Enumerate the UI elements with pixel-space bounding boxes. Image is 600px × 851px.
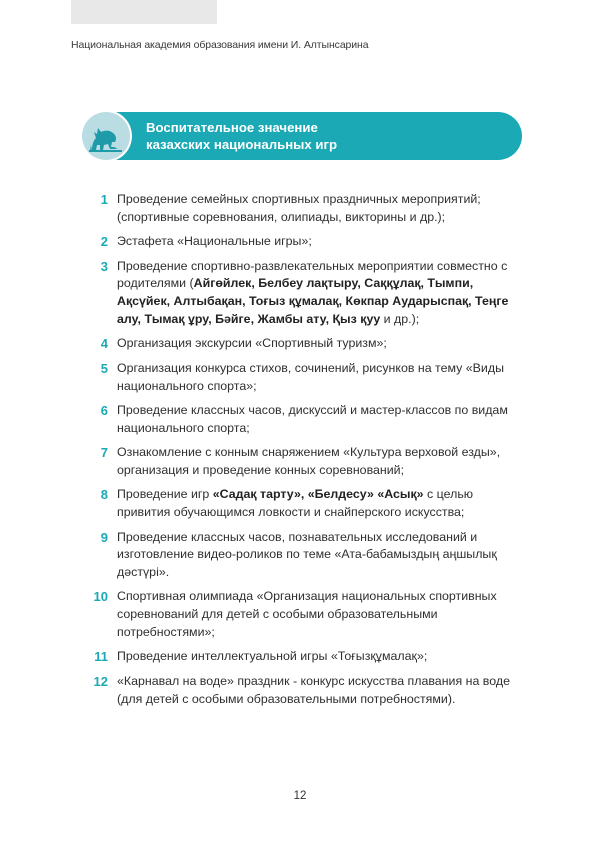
top-gray-block (71, 0, 217, 24)
list-item-text (117, 361, 504, 393)
list-item-number: 7 (100, 445, 108, 461)
list-item (88, 588, 528, 641)
list-item-text-segment: «Карнавал на воде» праздник - конкурс искусства плавания на воде (для детей с особыми образовательными потребностями). (117, 673, 510, 706)
list-item-number: 8 (100, 487, 108, 503)
list-item-text (117, 674, 510, 706)
list-item-number: 10 (93, 589, 108, 605)
section-title-line-2: казахских национальных игр (146, 137, 338, 152)
list-item-text (117, 403, 508, 435)
list-item-bold-text: Айгөйлек, Белбеу лақтыру, Саққұлақ, Тымпи, Ақсүйек, Алтыбақан, Тоғыз құмалақ, Көкпар Аударыспақ, Теңге алу, Тымақ ұру, Бәйге, Жамбы ату, Қыз қуу (117, 276, 509, 326)
list-item-text (117, 259, 508, 326)
list-item (88, 444, 528, 480)
list-item (88, 360, 528, 396)
list-item-number: 6 (100, 402, 108, 418)
list-item-text-segment: Проведение классных часов, дискуссий и мастер-классов по видам национального спорта; (117, 402, 508, 435)
list-item-number: 9 (100, 529, 108, 545)
list-item (88, 486, 528, 522)
list-item (88, 191, 528, 227)
list-item-number: 1 (100, 192, 108, 207)
section-title-line-1: Воспитательное значение (146, 120, 318, 135)
list-item (88, 673, 528, 709)
list-item-text-segment: Эстафета «Национальные игры»; (117, 234, 312, 249)
list-item (88, 258, 528, 329)
list-item-number: 12 (93, 673, 108, 689)
list-item (88, 233, 528, 251)
list-item-text-segment: Организация конкурса стихов, сочинений, рисунков на тему «Виды национального спорта»; (117, 360, 504, 393)
list-item-text (117, 445, 500, 477)
list-item-number: 5 (100, 360, 108, 376)
list-item-text-segment: Проведение интеллектуальной игры «Тоғызқұмалақ»; (117, 649, 428, 664)
list-item-text-segment: и др.); (380, 311, 420, 326)
page-number: 12 (293, 790, 307, 802)
banner-icon-circle (82, 112, 130, 160)
list-item (88, 648, 528, 666)
list-item (88, 402, 528, 438)
list-item-text-segment: Проведение спортивно-развлекательных мероприятии совместно с родителями ( (117, 258, 508, 291)
list-item-text (117, 589, 497, 639)
list-item-text (117, 234, 312, 248)
activities-list (88, 191, 528, 715)
list-item-text-segment: Проведение семейных спортивных праздничных мероприятий; (спортивные соревнования, олипиады, викторины и др.); (117, 192, 481, 224)
list-item-number: 3 (100, 258, 108, 274)
list-item-text-segment: с целью привития обучающимся ловкости и снайперского искусства; (117, 487, 474, 520)
list-item-text-segment: Ознакомление с конным снаряжением «Культура верховой езды», организация и проведение конных соревнований; (117, 445, 501, 477)
list-item-text (117, 649, 427, 663)
list-item-text (117, 192, 481, 224)
list-item-text (117, 336, 387, 350)
list-item-text (117, 530, 497, 580)
list-item (88, 529, 528, 582)
list-item-text-segment: Проведение классных часов, познавательных исследований и изготовление видео-роликов по теме «Ата-бабамыздың аңшылық дәстүрі». (117, 529, 497, 580)
list-item-text-segment: Спортивная олимпиада «Организация национальных спортивных соревнований для детей с особыми образовательными потребностями»; (117, 589, 497, 640)
list-item-text-segment: Проведение игр (117, 487, 213, 502)
wrestling-figure-icon (86, 118, 126, 156)
running-head: Национальная академия образования имени И. Алтынсарина (71, 39, 369, 51)
list-item-text-segment: Организация экскурсии «Спортивный туризм»; (117, 336, 387, 351)
section-banner (82, 112, 522, 160)
section-title (146, 119, 337, 153)
list-item-number: 11 (94, 649, 108, 665)
list-item-text (117, 487, 473, 519)
list-item-number: 4 (100, 336, 108, 352)
list-item (88, 335, 528, 353)
list-item-number: 2 (100, 234, 108, 250)
list-item-bold-text: «Садақ тарту», «Белдесу» «Асық» (212, 487, 424, 502)
